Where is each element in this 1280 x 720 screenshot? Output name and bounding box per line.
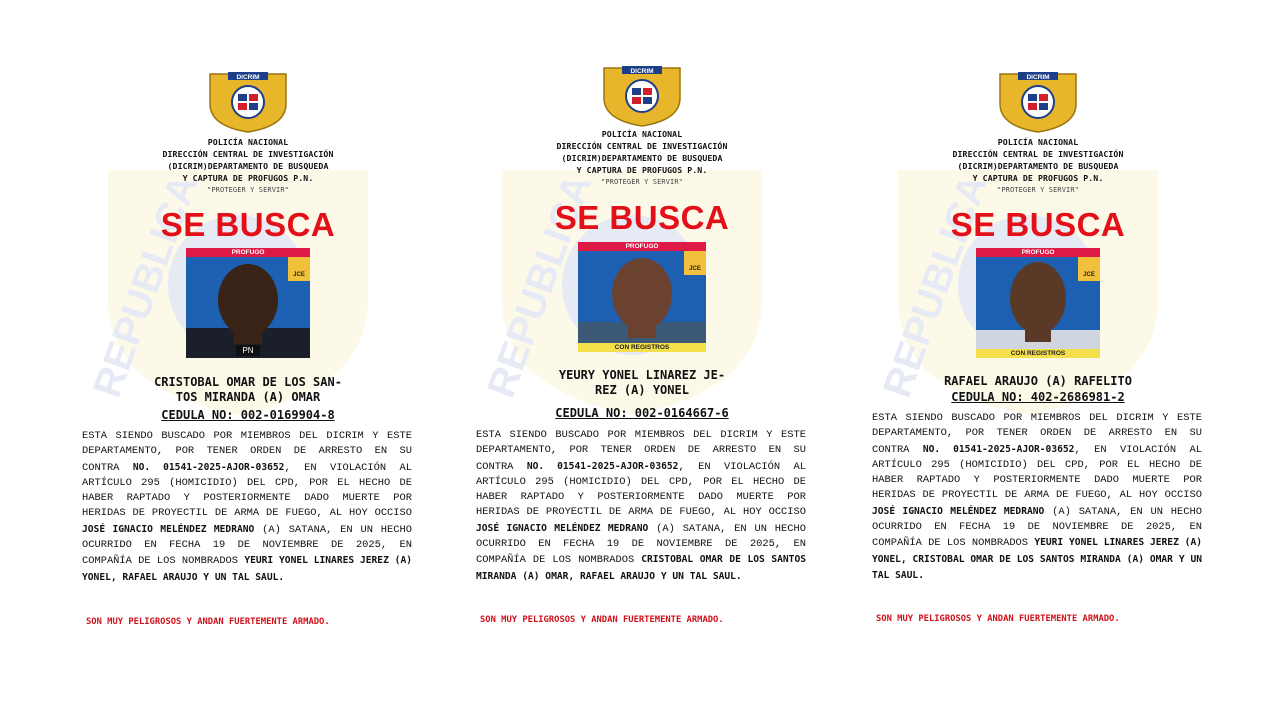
org-line: Y CAPTURA DE PROFUGOS P.N. [972,173,1104,183]
svg-text:DICRIM: DICRIM [630,68,654,75]
body-emphasis: NO. 01541-2025-AJOR-03652 [132,461,285,473]
wanted-poster-1 [78,0,418,720]
svg-text:REPUBLICA: REPUBLICA [85,168,207,404]
body-emphasis: JOSÉ IGNACIO MELÉNDEZ MEDRANO [82,523,255,535]
org-line: POLICÍA NACIONAL [997,137,1079,147]
motto: "PROTEGER Y SERVIR" [207,186,289,194]
warrant-text [476,428,806,585]
org-line: Y CAPTURA DE PROFUGOS P.N. [182,173,314,183]
motto: "PROTEGER Y SERVIR" [601,178,683,186]
org-line: DIRECCIÓN CENTRAL DE INVESTIGACIÓN [952,149,1124,159]
photo-label-registros: CON REGISTROS [976,349,1100,358]
warrant-text [82,429,412,586]
dicrim-seal-icon [996,70,1080,134]
org-line: Y CAPTURA DE PROFUGOS P.N. [576,165,708,175]
name-line: RAFAEL ARAUJO (A) RAFELITO [944,374,1132,388]
photo-label-registros: CON REGISTROS [578,343,706,352]
photo-label-profugo: PROFUGO [578,242,706,251]
org-line: DIRECCIÓN CENTRAL DE INVESTIGACIÓN [556,141,728,151]
body-text: (A) SATANA, EN UN HECHO OCURRIDO EN FECHA 19 DE NOVIEMBRE DE 2025, EN COMPAÑÍA DE LOS NOMBRADOS [872,505,1202,550]
body-emphasis: JOSÉ IGNACIO MELÉNDEZ MEDRANO [872,505,1045,517]
body-text: (A) SATANA, EN UN HECHO OCURRIDO EN FECHA 19 DE NOVIEMBRE DE 2025, EN COMPAÑÍA DE LOS NOMBRADOS [476,522,806,567]
svg-text:DICRIM: DICRIM [236,74,260,81]
body-text: , EN VIOLACIÓN AL ARTÍCULO 295 (HOMICIDIO) DEL CPD, POR EL HECHO DE HABER RAPTADO Y POSTERIORMENTE DADO MUERTE POR HERIDAS DE PROYECTIL DE ARMA DE FUEGO, AL HOY OCCISO [476,460,806,519]
jce-badge: JCE [684,251,706,275]
photo-label-profugo: PROFUGO [186,248,310,257]
headline-se-busca: SE BUSCA [160,206,336,243]
headline-se-busca: SE BUSCA [950,206,1126,243]
headline-se-busca: SE BUSCA [554,199,730,236]
jce-badge: JCE [1078,257,1100,281]
org-line: (DICRIM)DEPARTAMENTO DE BUSQUEDA [167,161,329,171]
suspect-photo [976,248,1100,358]
danger-warning: SON MUY PELIGROSOS Y ANDAN FUERTEMENTE ARMADO. [86,617,330,627]
name-line: REZ (A) YONEL [595,383,689,397]
cedula-number: CEDULA NO: 002-0164667-6 [555,406,729,420]
body-text: ESTA SIENDO BUSCADO POR MIEMBROS DEL DICRIM Y ESTE DEPARTAMENTO, POR TENER ORDEN DE ARRESTO EN SU CONTRA [476,429,806,473]
suspect-name [868,374,1208,389]
svg-text:REPUBLICA: REPUBLICA [479,168,601,404]
jce-badge: JCE [288,257,310,281]
cedula-number: CEDULA NO: 402-2686981-2 [951,390,1125,404]
name-line: CRISTOBAL OMAR DE LOS SAN- [154,375,342,389]
photo-label-profugo: PROFUGO [976,248,1100,257]
body-emphasis: NO. 01541-2025-AJOR-03652 [526,460,679,472]
agency-header [78,136,418,196]
name-line: YEURY YONEL LINAREZ JE- [558,368,726,382]
body-text: , EN VIOLACIÓN AL ARTÍCULO 295 (HOMICIDIO) DEL CPD, POR EL HECHO DE HABER RAPTADO Y POSTERIORMENTE DADO MUERTE POR HERIDAS DE PROYECTIL DE ARMA DE FUEGO, AL HOY OCCISO [82,461,412,520]
wanted-poster-3 [868,0,1208,720]
cedula-number: CEDULA NO: 002-0169904-8 [161,408,335,422]
body-emphasis: NO. 01541-2025-AJOR-03652 [922,443,1075,455]
dicrim-seal-icon [206,70,290,134]
photo-label-pn: PN [236,345,260,356]
org-line: DIRECCIÓN CENTRAL DE INVESTIGACIÓN [162,149,334,159]
suspect-photo [186,248,310,358]
agency-header [868,136,1208,196]
org-line: POLICÍA NACIONAL [207,137,289,147]
body-text: ESTA SIENDO BUSCADO POR MIEMBROS DEL DICRIM Y ESTE DEPARTAMENTO, POR TENER ORDEN DE ARRESTO EN SU CONTRA [872,412,1202,456]
suspect-photo [578,242,706,352]
svg-text:DICRIM: DICRIM [1026,74,1050,81]
body-emphasis: YEURI YONEL LINARES JEREZ (A) YONEL, RAFAEL ARAUJO Y UN TAL SAUL. [82,555,412,583]
org-line: POLICÍA NACIONAL [601,129,683,139]
org-line: (DICRIM)DEPARTAMENTO DE BUSQUEDA [561,153,723,163]
danger-warning: SON MUY PELIGROSOS Y ANDAN FUERTEMENTE ARMADO. [876,614,1120,624]
danger-warning: SON MUY PELIGROSOS Y ANDAN FUERTEMENTE ARMADO. [480,615,724,625]
body-emphasis: CRISTOBAL OMAR DE LOS SANTOS MIRANDA (A) OMAR, RAFAEL ARAUJO Y UN TAL SAUL. [476,554,806,582]
body-text: (A) SATANA, EN UN HECHO OCURRIDO EN FECHA 19 DE NOVIEMBRE DE 2025, EN COMPAÑÍA DE LOS NOMBRADOS [82,523,412,568]
name-line: TOS MIRANDA (A) OMAR [175,390,321,404]
warrant-text [872,411,1202,584]
dicrim-seal-icon [600,64,684,128]
wanted-poster-2 [472,0,812,720]
suspect-name [472,368,812,398]
body-emphasis: JOSÉ IGNACIO MELÉNDEZ MEDRANO [476,522,649,534]
body-text: ESTA SIENDO BUSCADO POR MIEMBROS DEL DICRIM Y ESTE DEPARTAMENTO, POR TENER ORDEN DE ARRESTO EN SU CONTRA [82,430,412,474]
org-line: (DICRIM)DEPARTAMENTO DE BUSQUEDA [957,161,1119,171]
body-emphasis: YEURI YONEL LINARES JEREZ (A) YONEL, CRISTOBAL OMAR DE LOS SANTOS MIRANDA (A) OMAR Y UN TAL SAUL. [872,537,1202,581]
suspect-name [78,375,418,405]
agency-header [472,128,812,188]
svg-text:REPUBLICA: REPUBLICA [875,168,997,404]
body-text: , EN VIOLACIÓN AL ARTÍCULO 295 (HOMICIDIO) DEL CPD, POR EL HECHO DE HABER RAPTADO Y POSTERIORMENTE DADO MUERTE POR HERIDAS DE PROYECTIL DE ARMA DE FUEGO, AL HOY OCCISO [872,443,1202,502]
motto: "PROTEGER Y SERVIR" [997,186,1079,194]
